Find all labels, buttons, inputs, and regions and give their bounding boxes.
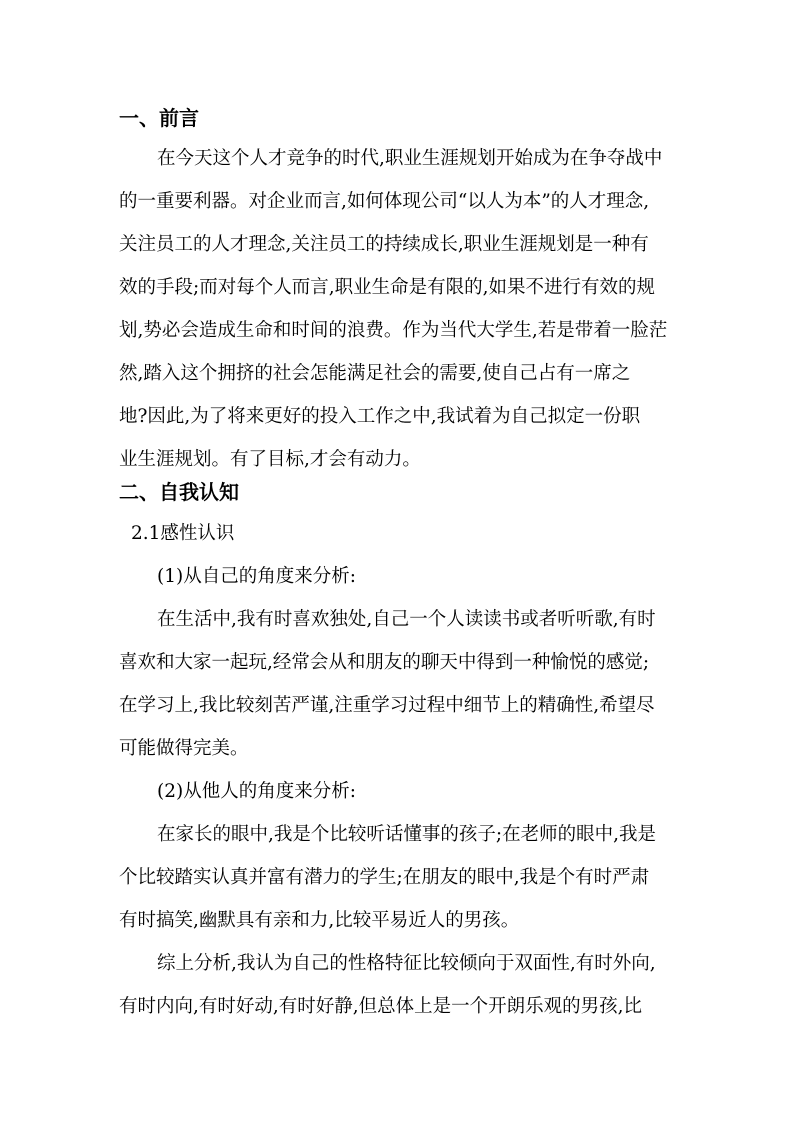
paragraph-line: 在家长的眼中,我是个比较听话懂事的孩子;在老师的眼中,我是	[157, 824, 656, 845]
paragraph-line: 效的手段;而对每个人而言,职业生命是有限的,如果不进行有效的规	[119, 277, 655, 298]
paragraph-line: 在今天这个人才竞争的时代,职业生涯规划开始成为在争夺战中	[157, 148, 663, 169]
paragraph-line: 业生涯规划。有了目标,才会有动力。	[119, 449, 421, 470]
paragraph-line: 可能做得完美。	[119, 738, 249, 759]
section-heading-self-awareness: 二、自我认知	[119, 480, 239, 504]
paragraph-line: 划,势必会造成生命和时间的浪费。作为当代大学生,若是带着一脸茫	[119, 320, 668, 341]
paragraph-line: 有时内向,有时好动,有时好静,但总体上是一个开朗乐观的男孩,比	[119, 996, 643, 1017]
paragraph-line: 然,踏入这个拥挤的社会怎能满足社会的需要,使自己占有一席之	[119, 363, 631, 384]
paragraph-line: 有时搞笑,幽默具有亲和力,比较平易近人的男孩。	[119, 910, 520, 931]
part-title-self-view: (1)从自己的角度来分析:	[157, 566, 356, 587]
paragraph-line: 地?因此,为了将来更好的投入工作之中,我试着为自己拟定一份职	[119, 406, 641, 427]
paragraph-line: 在生活中,我有时喜欢独处,自己一个人读读书或者听听歌,有时	[157, 609, 656, 630]
part-title-others-view: (2)从他人的角度来分析:	[157, 781, 356, 802]
paragraph-line: 在学习上,我比较刻苦严谨,注重学习过程中细节上的精确性,希望尽	[119, 695, 655, 716]
paragraph-line: 喜欢和大家一起玩,经常会从和朋友的聊天中得到一种愉悦的感觉;	[119, 652, 650, 673]
section-heading-preface: 一、前言	[119, 106, 199, 130]
paragraph-line: 综上分析,我认为自己的性格特征比较倾向于双面性,有时外向,	[157, 953, 656, 974]
paragraph-line: 个比较踏实认真并富有潜力的学生;在朋友的眼中,我是个有时严肃	[119, 867, 650, 888]
paragraph-line: 关注员工的人才理念,关注员工的持续成长,职业生涯规划是一种有	[119, 234, 649, 255]
subsection-heading: 2.1感性认识	[131, 523, 235, 544]
paragraph-line: 的一重要利器。对企业而言,如何体现公司“以人为本”的人才理念,	[119, 191, 650, 212]
